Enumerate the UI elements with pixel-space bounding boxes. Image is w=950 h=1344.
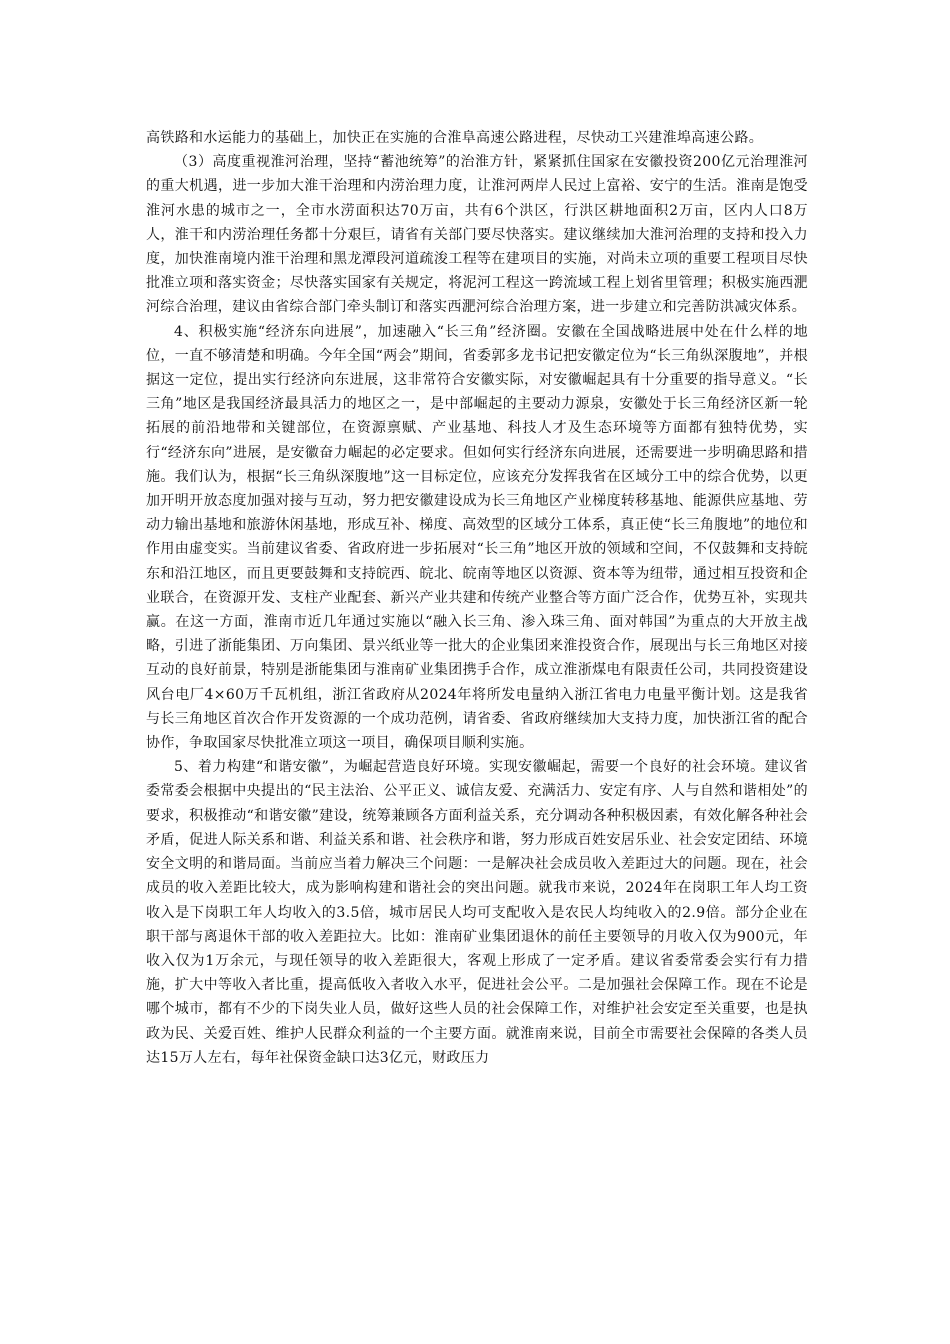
paragraph-huaihe-governance: （3）高度重视淮河治理，坚持“蓄池统筹”的治淮方针，紧紧抓住国家在安徽投资200亿元治理淮河的重大机遇，进一步加大淮干治理和内涝治理力度，让淮河两岸人民过上富裕、安宁的生活。淮南是饱受淮河水患的城市之一，全市水涝面积达70万亩，共有6个洪区，行洪区耕地面积2万亩，区内人口8万人，淮干和内涝治理任务都十分艰巨，请省有关部门要尽快落实。建议继续加大淮河治理的支持和投入力度，加快淮南境内淮干治理和黑龙潭段河道疏浚工程等在建项目的实施，对尚未立项的重要工程项目尽快批准立项和落实资金；尽快落实国家有关规定，将泥河工程这一跨流域工程上划省里管理；积极实施西淝河综合治理，建议由省综合部门牵头制订和落实西淝河综合治理方案，进一步建立和完善防洪减灾体系。 <box>146 154 808 316</box>
paragraph-continuation: 高铁路和水运能力的基础上，加快正在实施的合淮阜高速公路进程，尽快动工兴建淮埠高速公路。 <box>146 130 764 146</box>
paragraph-harmonious-anhui: 5、着力构建“和谐安徽”，为崛起营造良好环境。实现安徽崛起，需要一个良好的社会环境。建议省委常委会根据中央提出的“民主法治、公平正义、诚信友爱、充满活力、安定有序、人与自然和谐相处”的要求，积极推动“和谐安徽”建设，统筹兼顾各方面利益关系，充分调动各种积极因素，有效化解各种社会矛盾，促进人际关系和谐、利益关系和谐、社会秩序和谐，努力形成百姓安居乐业、社会安定团结、环境安全文明的和谐局面。当前应当着力解决三个问题：一是解决社会成员收入差距过大的问题。现在，社会成员的收入差距比较大，成为影响构建和谐社会的突出问题。就我市来说，2024年在岗职工年人均工资收入是下岗职工年人均收入的3.5倍，城市居民人均可支配收入是农民人均纯收入的2.9倍。部分企业在职干部与离退休干部的收入差距拉大。比如：淮南矿业集团退休的前任主要领导的月收入仅为900元，年收入仅为1万余元，与现任领导的收入差距很大，客观上形成了一定矛盾。建议省委常委会实行有力措施，扩大中等收入者比重，提高低收入者收入水平，促进社会公平。二是加强社会保障工作。现在不论是哪个城市，都有不少的下岗失业人员，做好这些人员的社会保障工作，对维护社会安定至关重要，也是执政为民、关爱百姓、维护人民群众利益的一个主要方面。就淮南来说，目前全市需要社会保障的各类人员达15万人左右，每年社保资金缺口达3亿元，财政压力 <box>146 759 808 1066</box>
document-body <box>146 126 808 1070</box>
paragraph-eastward-development: 4、积极实施“经济东向进展”，加速融入“长三角”经济圈。安徽在全国战略进展中处在什么样的地位，一直不够清楚和明确。今年全国“两会”期间，省委郭多龙书记把安徽定位为“长三角纵深腹地”，并根据这一定位，提出实行经济向东进展，这非常符合安徽实际，对安徽崛起具有十分重要的指导意义。“长三角”地区是我国经济最具活力的地区之一，是中部崛起的主要动力源泉，安徽处于长三角经济区新一轮拓展的前沿地带和关键部位，在资源禀赋、产业基地、科技人才及生态环境等方面都有独特优势，实行“经济东向”进展，是安徽奋力崛起的必定要求。但如何实行经济东向进展，还需要进一步明确思路和措施。我们认为，根据“长三角纵深腹地”这一目标定位，应该充分发挥我省在区域分工中的综合优势，以更加开明开放态度加强对接与互动，努力把安徽建设成为长三角地区产业梯度转移基地、能源供应基地、劳动力输出基地和旅游休闲基地，形成互补、梯度、高效型的区域分工体系，真正使“长三角腹地”的地位和作用由虚变实。当前建议省委、省政府进一步拓展对“长三角”地区开放的领域和空间，不仅鼓舞和支持皖东和沿江地区，而且更要鼓舞和支持皖西、皖北、皖南等地区以资源、资本等为纽带，通过相互投资和企业联合，在资源开发、支柱产业配套、新兴产业共建和传统产业整合等方面广泛合作，优势互补，实现共赢。在这一方面，淮南市近几年通过实施以“融入长三角、渗入珠三角、面对韩国”为重点的大开放主战略，引进了浙能集团、万向集团、景兴纸业等一批大的企业集团来淮投资合作，展现出与长三角地区对接互动的良好前景，特别是浙能集团与淮南矿业集团携手合作，成立淮浙煤电有限责任公司，共同投资建设风台电厂4×60万千瓦机组，浙江省政府从2024年将所发电量纳入浙江省电力电量平衡计划。这是我省与长三角地区首次合作开发资源的一个成功范例，请省委、省政府继续加大支持力度，加快浙江省的配合协作，争取国家尽快批准立项这一项目，确保项目顺利实施。 <box>146 323 808 752</box>
